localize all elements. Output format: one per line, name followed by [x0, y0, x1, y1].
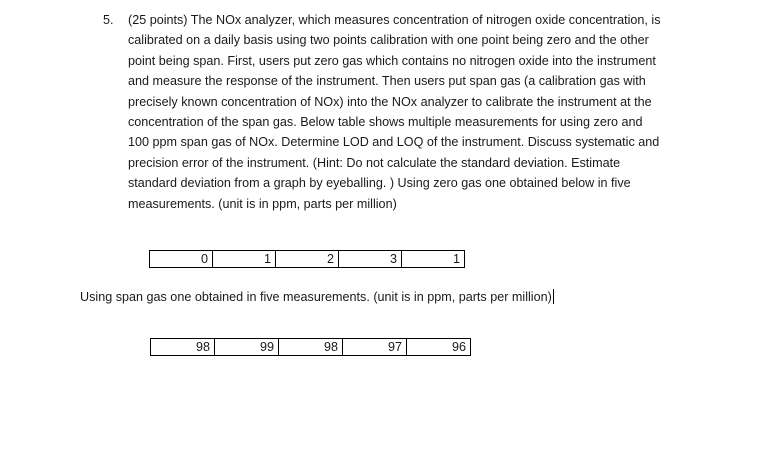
question-line: concentration of the span gas. Below table shows multiple measurements for using zero and [128, 115, 643, 130]
zero-gas-table [149, 250, 465, 268]
question-line: point being span. First, users put zero gas which contains no nitrogen oxide into the instrument [128, 53, 656, 68]
table-cell[interactable]: 1 [402, 251, 465, 268]
table-cell[interactable]: 3 [339, 251, 402, 268]
table-row [150, 251, 465, 268]
table-cell[interactable]: 98 [279, 339, 343, 356]
question-text [128, 10, 703, 214]
question-line: calibrated on a daily basis using two points calibration with one point being zero and the other [128, 33, 649, 48]
span-gas-intro-text: Using span gas one obtained in five measurements. (unit is in ppm, parts per million) [80, 290, 552, 304]
question-number: 5. [103, 13, 114, 27]
table-cell[interactable]: 0 [150, 251, 213, 268]
question-line: and measure the response of the instrument. Then users put span gas (a calibration gas with [128, 74, 646, 89]
table-cell[interactable]: 97 [343, 339, 407, 356]
question-line: precision error of the instrument. (Hint: Do not calculate the standard deviation. Estimate [128, 155, 621, 170]
question-line: 100 ppm span gas of NOx. Determine LOD and LOQ of the instrument. Discuss systematic and [128, 135, 660, 150]
question-line: measurements. (unit is in ppm, parts per million) [128, 196, 397, 211]
table-cell[interactable]: 1 [213, 251, 276, 268]
question-5 [103, 10, 703, 214]
span-gas-intro[interactable] [80, 288, 554, 306]
question-line: precisely known concentration of NOx) into the NOx analyzer to calibrate the instrument at the [128, 94, 652, 109]
span-gas-table [150, 338, 471, 356]
question-line: standard deviation from a graph by eyeballing. ) Using zero gas one obtained below in five [128, 176, 631, 191]
table-cell[interactable]: 98 [151, 339, 215, 356]
text-cursor [553, 289, 554, 304]
question-line: (25 points) The NOx analyzer, which measures concentration of nitrogen oxide concentration, is [128, 13, 661, 27]
table-cell[interactable]: 96 [407, 339, 471, 356]
table-cell[interactable]: 2 [276, 251, 339, 268]
table-row [151, 339, 471, 356]
table-cell[interactable]: 99 [215, 339, 279, 356]
